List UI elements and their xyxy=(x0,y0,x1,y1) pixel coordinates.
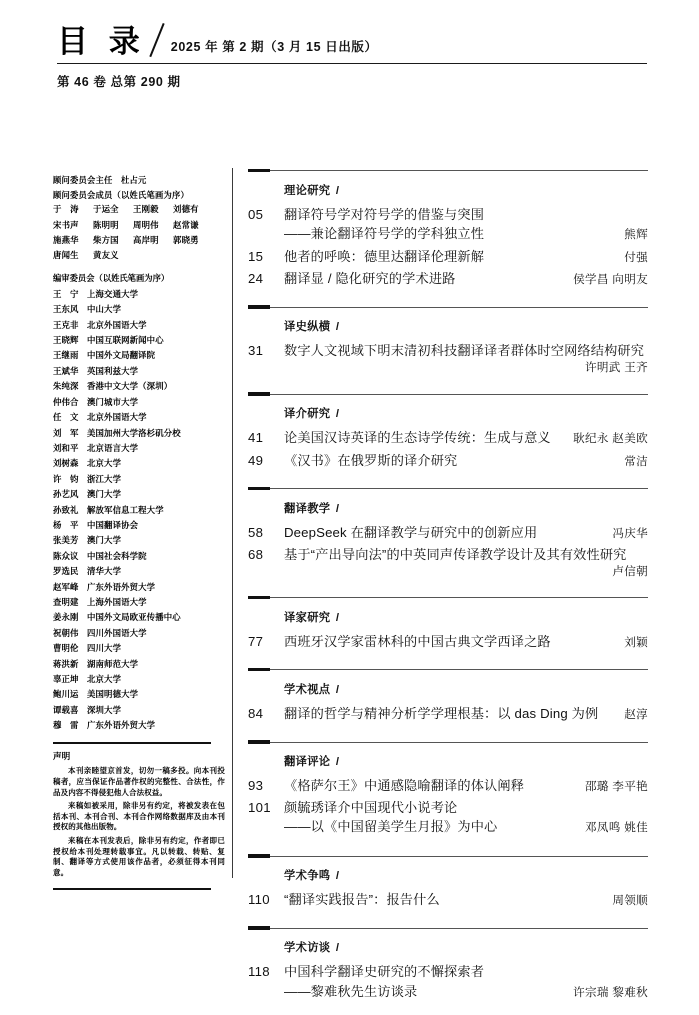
entry-title: 《汉书》在俄罗斯的译介研究 xyxy=(284,452,458,468)
entry-authors: 邓凤鸣 姚佳 xyxy=(585,821,648,835)
section-title xyxy=(284,681,648,697)
editorial-board-row xyxy=(53,521,225,530)
board-member-name: 刘 军 xyxy=(53,427,79,438)
entry-text xyxy=(284,451,648,470)
entry-title: 《格萨尔王》中通感隐喻翻译的体认阐释 xyxy=(284,778,525,794)
entry-title-row xyxy=(284,451,648,470)
section-gap xyxy=(248,473,648,484)
board-member-name: 陈众议 xyxy=(53,550,79,561)
editorial-board-row xyxy=(53,690,225,699)
contents-entry[interactable] xyxy=(248,545,648,579)
section-title-slash-icon: / xyxy=(332,684,340,697)
divider-rule xyxy=(270,856,648,857)
entry-authors: 赵淳 xyxy=(624,708,648,722)
advisory-member: 施燕华 xyxy=(53,235,79,246)
advisory-member: 黄友义 xyxy=(93,250,119,261)
section-divider xyxy=(248,737,648,747)
board-member-affiliation: 四川大学 xyxy=(87,643,122,654)
entry-title: 数字人文视域下明末清初科技翻译译者群体时空网络结构研究 xyxy=(284,343,645,359)
contents-entry[interactable] xyxy=(248,704,648,723)
editorial-board-heading: 编审委员会（以姓氏笔画为序） xyxy=(53,273,170,284)
board-member-affiliation: 北京语言大学 xyxy=(87,442,139,453)
editorial-board-row xyxy=(53,490,225,499)
section-title xyxy=(284,500,648,516)
entry-title: DeepSeek 在翻译教学与研究中的创新应用 xyxy=(284,524,538,540)
entry-title-row xyxy=(284,205,648,224)
entry-page-number: 41 xyxy=(248,430,264,446)
contents-section xyxy=(248,923,648,1015)
entry-authors: 冯庆华 xyxy=(612,526,648,540)
board-member-affiliation: 美国明德大学 xyxy=(87,689,139,700)
entry-authors: 侯学昌 向明友 xyxy=(573,273,648,287)
advisory-member: 刘德有 xyxy=(173,204,199,215)
advisory-member: 唐闻生 xyxy=(53,250,79,261)
entry-text xyxy=(284,632,648,651)
board-member-name: 祝朝伟 xyxy=(53,627,79,638)
editorial-board-row xyxy=(53,367,225,376)
board-member-affiliation: 中国翻译协会 xyxy=(87,519,139,530)
entry-title-row xyxy=(284,247,648,266)
board-member-name: 曹明伦 xyxy=(53,643,79,654)
board-member-affiliation: 上海外国语大学 xyxy=(87,596,147,607)
sidebar-rule-bottom xyxy=(53,888,211,890)
entry-authors: 许宗瑞 黎难秋 xyxy=(573,985,648,999)
divider-stub xyxy=(248,169,270,172)
section-gap xyxy=(248,726,648,737)
section-divider xyxy=(248,166,648,176)
section-title xyxy=(284,182,648,198)
entry-page-number: 93 xyxy=(248,778,264,794)
board-member-name: 辜正坤 xyxy=(53,674,79,685)
board-member-name: 王 宁 xyxy=(53,288,79,299)
contents-entry[interactable] xyxy=(248,962,648,1001)
section-title xyxy=(284,867,648,883)
board-member-name: 任 文 xyxy=(53,412,79,423)
volume-line: 第 46 卷 总第 290 期 xyxy=(57,75,181,89)
entry-authors: 许明武 王齐 xyxy=(585,361,648,375)
contents-entry[interactable] xyxy=(248,523,648,542)
entry-subtitle: ——兼论翻译符号学的学科独立性 xyxy=(284,226,485,242)
issue-line: 2025 年 第 2 期（3 月 15 日出版） xyxy=(170,40,378,54)
editorial-board-row xyxy=(53,629,225,638)
editorial-board-row xyxy=(53,598,225,607)
editorial-board-row xyxy=(53,552,225,561)
divider-rule xyxy=(270,928,648,929)
board-member-name: 穆 雷 xyxy=(53,720,79,731)
board-member-name: 王斌华 xyxy=(53,365,79,376)
board-member-name: 鲍川运 xyxy=(53,689,79,700)
section-title-text: 译介研究 xyxy=(284,408,331,421)
entry-title: 论美国汉诗英译的生态诗学传统：生成与意义 xyxy=(284,430,551,446)
entry-page-number: 05 xyxy=(248,207,264,222)
board-member-affiliation: 中国社会科学院 xyxy=(87,550,147,561)
entry-text xyxy=(284,205,648,244)
entry-title: “翻译实践报告”：报告什么 xyxy=(284,892,440,908)
editorial-board-row xyxy=(53,290,225,299)
entry-text xyxy=(284,247,648,266)
column-divider xyxy=(232,168,233,878)
advisory-member: 王刚毅 xyxy=(133,204,159,215)
contents-entry[interactable] xyxy=(248,776,648,795)
divider-stub xyxy=(248,305,270,308)
advisory-director: 顾问委员会主任 杜占元 xyxy=(53,175,147,185)
board-member-affiliation: 上海交通大学 xyxy=(87,288,139,299)
advisory-member: 于运全 xyxy=(93,204,119,215)
entry-title-row xyxy=(284,798,648,817)
entry-title: 颜毓琇译介中国现代小说考论 xyxy=(284,800,458,816)
contents-section xyxy=(248,851,648,923)
entry-page-number: 110 xyxy=(248,892,270,908)
entry-page-number: 49 xyxy=(248,452,264,468)
slash-decoration-icon xyxy=(147,24,173,58)
entry-authors: 耿纪永 赵美欧 xyxy=(573,432,648,446)
entry-page-number: 118 xyxy=(248,964,270,980)
divider-rule xyxy=(270,394,648,395)
editorial-board-row xyxy=(53,644,225,653)
editorial-board-row xyxy=(53,706,225,715)
entry-title: 西班牙汉学家雷林科的中国古典文学西译之路 xyxy=(284,633,551,649)
editorial-board-row xyxy=(53,660,225,669)
board-member-affiliation: 中山大学 xyxy=(87,304,122,315)
entry-authors: 熊辉 xyxy=(624,228,648,242)
entry-page-number: 15 xyxy=(248,248,264,264)
contents-entry[interactable] xyxy=(248,428,648,447)
editorial-board-row xyxy=(53,382,225,391)
divider-rule xyxy=(270,488,648,489)
contents-entry[interactable] xyxy=(248,890,648,909)
editorial-board-row xyxy=(53,475,225,484)
advisory-member: 郭晓勇 xyxy=(173,235,199,246)
entry-page-number: 68 xyxy=(248,546,264,562)
board-member-affiliation: 香港中文大学（深圳） xyxy=(87,381,173,392)
board-member-name: 王东风 xyxy=(53,304,79,315)
editorial-board-list xyxy=(53,290,225,730)
board-member-name: 查明建 xyxy=(53,596,79,607)
section-title-slash-icon: / xyxy=(332,185,340,197)
entry-page-number: 24 xyxy=(248,271,264,287)
section-title xyxy=(284,753,648,769)
masthead-rule xyxy=(57,63,647,64)
section-title xyxy=(284,939,648,955)
board-member-affiliation: 澳门大学 xyxy=(87,535,122,546)
section-divider xyxy=(248,665,648,675)
entry-title: 基于“产出导向法”的中英同声传译教学设计及其有效性研究 xyxy=(284,546,627,562)
divider-stub xyxy=(248,740,270,743)
entry-title: 翻译符号学对符号学的借鉴与突围 xyxy=(284,207,485,222)
section-title-slash-icon: / xyxy=(332,756,340,769)
board-member-name: 谭载喜 xyxy=(53,704,79,715)
section-divider xyxy=(248,851,648,861)
entry-text xyxy=(284,776,648,795)
advisory-members-heading: 顾问委员会成员（以姓氏笔画为序） xyxy=(53,189,189,200)
board-member-affiliation: 四川外国语大学 xyxy=(87,627,147,638)
entry-page-number: 31 xyxy=(248,343,264,359)
section-title-slash-icon: / xyxy=(332,611,340,624)
board-member-name: 王晓辉 xyxy=(53,335,79,346)
board-member-name: 孙艺风 xyxy=(53,489,79,500)
declaration-heading: 声明 xyxy=(53,751,71,762)
entry-title-row xyxy=(284,632,648,651)
editorial-board-row xyxy=(53,351,225,360)
entry-page-number: 84 xyxy=(248,706,264,722)
editorial-board-row xyxy=(53,459,225,468)
entry-page-number: 77 xyxy=(248,633,264,649)
board-member-name: 姜永刚 xyxy=(53,612,79,623)
editorial-board-row xyxy=(53,321,225,330)
divider-stub xyxy=(248,487,270,490)
contents-section xyxy=(248,665,648,737)
entry-text xyxy=(284,269,648,288)
entry-title-row xyxy=(284,962,648,981)
board-member-affiliation: 中国外文局翻译院 xyxy=(87,350,156,361)
contents-entry[interactable] xyxy=(248,269,648,288)
entry-title-row xyxy=(284,341,648,360)
section-title-slash-icon: / xyxy=(332,408,340,421)
section-title-text: 翻译评论 xyxy=(284,756,331,769)
divider-stub xyxy=(248,854,270,857)
board-member-affiliation: 美国加州大学洛杉矶分校 xyxy=(87,427,181,438)
section-title xyxy=(284,609,648,625)
board-member-name: 杨 平 xyxy=(53,519,79,530)
entry-authors: 周领顺 xyxy=(612,894,648,908)
advisory-members-list xyxy=(53,205,225,260)
section-title xyxy=(284,405,648,421)
divider-rule xyxy=(270,669,648,670)
contents-section xyxy=(248,302,648,389)
section-divider xyxy=(248,302,648,312)
editorial-board-row xyxy=(53,413,225,422)
declaration-paragraph: 来稿在本刊发表后，除非另有约定，作者即已授权给本刊处理转载事宜。凡以转载、转贴、复制、翻译等方式使用该作品者，必须征得本刊同意。 xyxy=(53,836,225,878)
editorial-board-row xyxy=(53,583,225,592)
contents-entry[interactable] xyxy=(248,247,648,266)
advisory-member: 赵常谦 xyxy=(173,219,199,230)
board-member-affiliation: 清华大学 xyxy=(87,566,122,577)
board-member-name: 刘树森 xyxy=(53,458,79,469)
section-divider xyxy=(248,389,648,399)
section-gap xyxy=(248,291,648,302)
board-member-affiliation: 浙江大学 xyxy=(87,473,122,484)
entry-title-row xyxy=(284,704,648,723)
entry-text xyxy=(284,523,648,542)
editorial-board-row xyxy=(53,336,225,345)
board-member-affiliation: 澳门城市大学 xyxy=(87,396,139,407)
divider-stub xyxy=(248,668,270,671)
board-member-name: 许 钧 xyxy=(53,473,79,484)
section-gap xyxy=(248,582,648,593)
board-member-name: 赵军峰 xyxy=(53,581,79,592)
section-title-text: 译家研究 xyxy=(284,611,331,624)
board-member-affiliation: 广东外语外贸大学 xyxy=(87,720,156,731)
editorial-board-row xyxy=(53,613,225,622)
editorial-board-row xyxy=(53,721,225,730)
divider-rule xyxy=(270,307,648,308)
board-member-affiliation: 北京外国语大学 xyxy=(87,319,147,330)
entry-title-row xyxy=(284,890,648,909)
page-title: 目 录 xyxy=(57,24,145,60)
board-member-name: 仲伟合 xyxy=(53,396,79,407)
advisory-member: 柴方国 xyxy=(93,235,119,246)
divider-stub xyxy=(248,926,270,929)
sidebar-rule-top xyxy=(53,742,211,744)
declaration-paragraph: 来稿如被采用，除非另有约定，将被发表在包括本刊、本刊合刊、本刊合作网络数据库及由本刊授权的其他出版物。 xyxy=(53,801,225,832)
contents-list xyxy=(248,166,648,1015)
board-member-name: 罗选民 xyxy=(53,566,79,577)
contents-entry[interactable] xyxy=(248,632,648,651)
entry-text xyxy=(284,428,648,447)
contents-section xyxy=(248,593,648,665)
section-title-text: 学术视点 xyxy=(284,684,331,697)
entry-subtitle-row xyxy=(284,817,648,837)
entry-subtitle: ——以《中国留美学生月报》为中心 xyxy=(284,819,498,835)
entry-title-row xyxy=(284,545,648,564)
board-member-affiliation: 解放军信息工程大学 xyxy=(87,504,164,515)
advisory-member: 于 涛 xyxy=(53,204,79,215)
editorial-board-row xyxy=(53,305,225,314)
entry-page-number: 101 xyxy=(248,800,271,816)
divider-stub xyxy=(248,392,270,395)
advisory-member: 高岸明 xyxy=(133,235,159,246)
entry-text xyxy=(284,704,648,723)
board-member-affiliation: 中国外文局欧亚传播中心 xyxy=(87,612,181,623)
board-member-affiliation: 北京外国语大学 xyxy=(87,412,147,423)
board-member-affiliation: 广东外语外贸大学 xyxy=(87,581,156,592)
board-member-name: 王克非 xyxy=(53,319,79,330)
contents-section xyxy=(248,166,648,302)
board-member-affiliation: 北京大学 xyxy=(87,674,122,685)
declaration-body xyxy=(53,766,225,878)
board-member-name: 朱纯深 xyxy=(53,381,79,392)
board-member-name: 蒋洪新 xyxy=(53,658,79,669)
editorial-board-row xyxy=(53,567,225,576)
section-title-slash-icon: / xyxy=(332,942,340,955)
board-member-affiliation: 深圳大学 xyxy=(87,704,122,715)
section-gap xyxy=(248,912,648,923)
divider-stub xyxy=(248,596,270,599)
editorial-board-row xyxy=(53,444,225,453)
contents-entry[interactable] xyxy=(248,205,648,244)
entry-page-number: 58 xyxy=(248,524,264,540)
advisory-member: 陈明明 xyxy=(93,219,119,230)
editorial-board-row xyxy=(53,429,225,438)
section-title-text: 学术访谈 xyxy=(284,942,331,955)
board-member-name: 张美芳 xyxy=(53,535,79,546)
editorial-board-row xyxy=(53,675,225,684)
section-title xyxy=(284,318,648,334)
entry-title-row xyxy=(284,428,648,447)
editorial-board-row xyxy=(53,536,225,545)
section-title-slash-icon: / xyxy=(332,870,340,883)
section-title-text: 翻译教学 xyxy=(284,502,331,515)
section-gap xyxy=(248,840,648,851)
entry-text xyxy=(284,341,648,375)
board-member-affiliation: 澳门大学 xyxy=(87,489,122,500)
entry-authors: 付强 xyxy=(624,250,648,264)
board-member-affiliation: 英国利兹大学 xyxy=(87,365,139,376)
entry-text xyxy=(284,962,648,1001)
entry-title: 中国科学翻译史研究的不懈探索者 xyxy=(284,964,485,980)
declaration-paragraph: 本刊亲睦望京首发，切勿一稿多投。向本刊投稿者，应当保证作品著作权的完整性、合法性，作品及内容不得侵犯他人合法权益。 xyxy=(53,766,225,797)
editorial-board-row xyxy=(53,398,225,407)
entry-authors: 刘颖 xyxy=(624,635,648,649)
section-title-text: 学术争鸣 xyxy=(284,870,331,883)
entry-title: 他者的呼唤：德里达翻译伦理新解 xyxy=(284,248,485,264)
contents-section xyxy=(248,737,648,851)
entry-text xyxy=(284,545,648,579)
entry-text xyxy=(284,890,648,909)
divider-rule xyxy=(270,742,648,743)
section-title-slash-icon: / xyxy=(332,321,340,334)
entry-title: 翻译的哲学与精神分析学学理根基：以 das Ding 为例 xyxy=(284,706,599,722)
section-title-text: 译史纵横 xyxy=(284,321,331,334)
section-gap xyxy=(248,654,648,665)
entry-subtitle: ——黎难秋先生访谈录 xyxy=(284,983,418,999)
contents-entry[interactable] xyxy=(248,451,648,470)
contents-section xyxy=(248,389,648,483)
board-member-affiliation: 湖南师范大学 xyxy=(87,658,139,669)
board-member-affiliation: 北京大学 xyxy=(87,458,122,469)
divider-rule xyxy=(270,170,648,171)
section-title-text: 理论研究 xyxy=(284,185,331,197)
board-member-affiliation: 中国互联网新闻中心 xyxy=(87,335,164,346)
entry-authors: 常洁 xyxy=(624,454,648,468)
entry-authors: 邵璐 李平艳 xyxy=(585,780,648,794)
entry-title-row xyxy=(284,269,648,288)
board-member-name: 王继雨 xyxy=(53,350,79,361)
entry-text xyxy=(284,798,648,837)
divider-rule xyxy=(270,597,648,598)
section-divider xyxy=(248,593,648,603)
entry-subtitle-row xyxy=(284,982,648,1002)
entry-title-row xyxy=(284,776,648,795)
advisory-member: 宋书声 xyxy=(53,219,79,230)
contents-entry[interactable] xyxy=(248,341,648,375)
section-gap xyxy=(248,1004,648,1015)
entry-title-row xyxy=(284,523,648,542)
entry-authors: 卢信朝 xyxy=(612,564,648,578)
board-member-name: 孙致礼 xyxy=(53,504,79,515)
entry-title: 翻译显 / 隐化研究的学术进路 xyxy=(284,271,456,287)
entry-subtitle-row xyxy=(284,224,648,244)
sidebar xyxy=(53,176,225,890)
section-title-slash-icon: / xyxy=(332,502,340,515)
section-gap xyxy=(248,378,648,389)
contents-entry[interactable] xyxy=(248,798,648,837)
section-divider xyxy=(248,484,648,494)
contents-section xyxy=(248,484,648,593)
board-member-name: 刘和平 xyxy=(53,442,79,453)
editorial-board-row xyxy=(53,506,225,515)
advisory-member: 周明伟 xyxy=(133,219,159,230)
